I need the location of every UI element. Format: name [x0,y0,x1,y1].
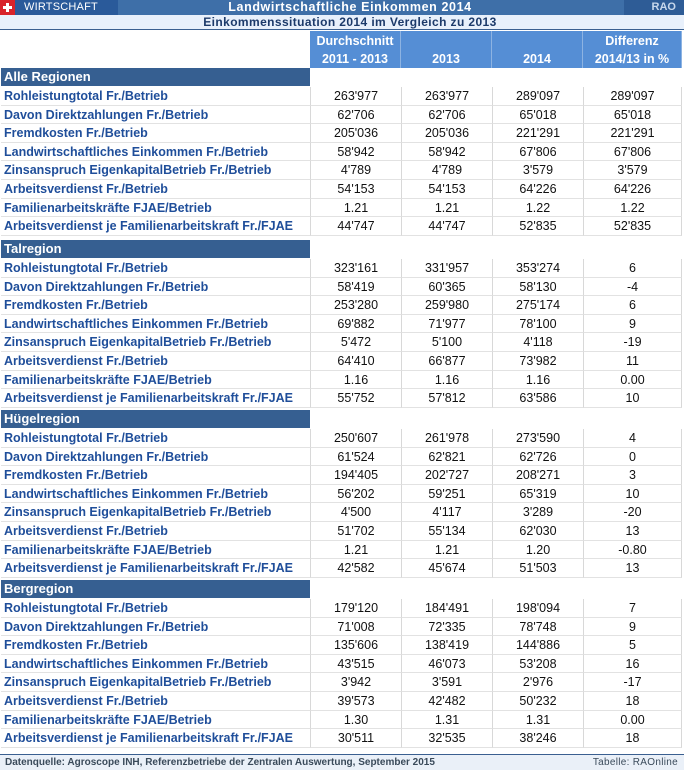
column-header-line2: 2014 [523,52,551,66]
row-label: Rohleistungtotal Fr./Betrieb [1,429,310,448]
row-label: Rohleistungtotal Fr./Betrieb [1,259,310,278]
table-cell: 6 [583,296,682,315]
page-subtitle: Einkommenssituation 2014 im Vergleich zu 2013 [203,15,497,29]
table-row [0,315,684,334]
table-cell: 205'036 [401,124,492,143]
table-row [0,87,684,106]
table-cell: 65'319 [492,485,583,504]
header-bar [0,0,684,15]
row-label: Arbeitsverdienst Fr./Betrieb [1,692,310,711]
table-cell: 9 [583,315,682,334]
table-cell: 1.16 [492,371,583,390]
table-cell: 52'835 [492,217,583,236]
row-label: Familienarbeitskräfte FJAE/Betrieb [1,711,310,730]
table-row [0,522,684,541]
row-label: Zinsanspruch EigenkapitalBetrieb Fr./Betrieb [1,333,310,352]
table-cell: 221'291 [492,124,583,143]
table-cell: 30'511 [310,729,401,748]
table-cell: 69'882 [310,315,401,334]
table-cell: 45'674 [401,559,492,578]
table-cell: 353'274 [492,259,583,278]
table-cell: 194'405 [310,466,401,485]
table-cell: 5'100 [401,333,492,352]
footer [0,754,684,770]
row-label: Arbeitsverdienst Fr./Betrieb [1,522,310,541]
table-cell: 253'280 [310,296,401,315]
table-row [0,559,684,578]
table-cell: 10 [583,485,682,504]
table-cell: 54'153 [401,180,492,199]
table-row [0,199,684,218]
table-cell: 43'515 [310,655,401,674]
table-cell: 64'410 [310,352,401,371]
column-header-difference [583,31,682,68]
table-cell: 0.00 [583,711,682,730]
table-cell: 323'161 [310,259,401,278]
table-row [0,278,684,297]
table-cell: 259'980 [401,296,492,315]
table-cell: 58'942 [310,143,401,162]
table-cell: 0 [583,448,682,467]
column-header-2013 [401,31,492,68]
table-cell: -19 [583,333,682,352]
row-label: Familienarbeitskräfte FJAE/Betrieb [1,199,310,218]
table-cell: 62'821 [401,448,492,467]
table-row [0,124,684,143]
table-cell: 63'586 [492,389,583,408]
row-label: Arbeitsverdienst Fr./Betrieb [1,180,310,199]
row-label: Zinsanspruch EigenkapitalBetrieb Fr./Betrieb [1,161,310,180]
table-cell: 11 [583,352,682,371]
table-cell: 289'097 [492,87,583,106]
table-cell: 1.16 [401,371,492,390]
section-header: Bergregion [1,580,310,598]
table-row [0,692,684,711]
table-cell: 65'018 [492,106,583,125]
table-cell: 208'271 [492,466,583,485]
row-label: Davon Direktzahlungen Fr./Betrieb [1,618,310,637]
column-header-line1: Durchschnitt [316,34,394,48]
table-cell: 58'130 [492,278,583,297]
table-cell: 4'118 [492,333,583,352]
table-cell: 198'094 [492,599,583,618]
table-cell: 1.21 [310,199,401,218]
row-label: Davon Direktzahlungen Fr./Betrieb [1,278,310,297]
table-cell: 64'226 [583,180,682,199]
table-cell: 138'419 [401,636,492,655]
row-label: Arbeitsverdienst je Familienarbeitskraft Fr./FJAE [1,559,310,578]
table-cell: 1.16 [310,371,401,390]
table-cell: 62'030 [492,522,583,541]
data-source: Datenquelle: Agroscope INH, Referenzbetriebe der Zentralen Auswertung, September 2015 [5,757,435,768]
table-cell: 3'591 [401,673,492,692]
table-credit: Tabelle: RAOnline [592,757,678,768]
table-row [0,729,684,748]
row-label: Fremdkosten Fr./Betrieb [1,636,310,655]
section-header: Hügelregion [1,410,310,428]
row-label: Davon Direktzahlungen Fr./Betrieb [1,106,310,125]
column-header-line2: 2014/13 in % [594,52,670,66]
table-cell: 62'726 [492,448,583,467]
table-row [0,673,684,692]
table-row [0,180,684,199]
table-cell: 10 [583,389,682,408]
table-cell: 7 [583,599,682,618]
table-cell: 32'535 [401,729,492,748]
table-cell: 56'202 [310,485,401,504]
page-title: Landwirtschaftliche Einkommen 2014 [228,0,472,14]
swiss-flag-icon [0,0,15,15]
table-cell: 202'727 [401,466,492,485]
table-cell: 205'036 [310,124,401,143]
table-cell: -17 [583,673,682,692]
table-cell: -0.80 [583,541,682,560]
table-cell: 67'806 [492,143,583,162]
table-cell: 73'982 [492,352,583,371]
table-cell: 4'789 [310,161,401,180]
table-cell: 44'747 [310,217,401,236]
row-label: Fremdkosten Fr./Betrieb [1,124,310,143]
table-row [0,618,684,637]
table-cell: 1.31 [401,711,492,730]
table-cell: 62'706 [310,106,401,125]
table-cell: 16 [583,655,682,674]
table-cell: 1.21 [401,199,492,218]
table-cell: 261'978 [401,429,492,448]
brand-label[interactable]: WIRTSCHAFT [15,0,118,15]
table-cell: 221'291 [583,124,682,143]
table-cell: 331'957 [401,259,492,278]
table-cell: 1.22 [492,199,583,218]
table-cell: 46'073 [401,655,492,674]
rao-badge[interactable]: RAO [624,0,684,15]
table-cell: -4 [583,278,682,297]
table-cell: 39'573 [310,692,401,711]
table-cell: 51'702 [310,522,401,541]
table-cell: 72'335 [401,618,492,637]
subtitle-bar [0,15,684,30]
table-cell: 44'747 [401,217,492,236]
table-cell: 61'524 [310,448,401,467]
table-cell: 273'590 [492,429,583,448]
table-row [0,371,684,390]
table-cell: 60'365 [401,278,492,297]
table-row [0,466,684,485]
table-row [0,503,684,522]
table-row [0,352,684,371]
table-cell: 4'789 [401,161,492,180]
table-row [0,161,684,180]
row-label: Fremdkosten Fr./Betrieb [1,296,310,315]
table-cell: 58'942 [401,143,492,162]
row-label: Landwirtschaftliches Einkommen Fr./Betrieb [1,143,310,162]
table-cell: 52'835 [583,217,682,236]
table-row [0,217,684,236]
table-cell: 179'120 [310,599,401,618]
column-header-2014 [492,31,583,68]
table-cell: 0.00 [583,371,682,390]
table-cell: 3'579 [492,161,583,180]
table-cell: 3'942 [310,673,401,692]
column-header-line1: Differenz [605,34,659,48]
table-row [0,429,684,448]
table-cell: 3'289 [492,503,583,522]
table-cell: 59'251 [401,485,492,504]
table-cell: 5'472 [310,333,401,352]
table-cell: 3'579 [583,161,682,180]
table-cell: 64'226 [492,180,583,199]
table-cell: 144'886 [492,636,583,655]
row-label: Arbeitsverdienst je Familienarbeitskraft Fr./FJAE [1,389,310,408]
table-cell: 53'208 [492,655,583,674]
table-cell: 38'246 [492,729,583,748]
table-cell: 57'812 [401,389,492,408]
column-header-line2: 2011 - 2013 [321,52,389,66]
table-cell: 67'806 [583,143,682,162]
row-label: Zinsanspruch EigenkapitalBetrieb Fr./Betrieb [1,503,310,522]
table-cell: 18 [583,692,682,711]
table-row [0,711,684,730]
table-cell: 78'100 [492,315,583,334]
row-label: Landwirtschaftliches Einkommen Fr./Betrieb [1,315,310,334]
row-label: Landwirtschaftliches Einkommen Fr./Betrieb [1,485,310,504]
section-header: Alle Regionen [1,68,310,86]
table-cell: 1.22 [583,199,682,218]
table-cell: 42'582 [310,559,401,578]
table-cell: -20 [583,503,682,522]
table-row [0,143,684,162]
row-label: Arbeitsverdienst je Familienarbeitskraft Fr./FJAE [1,217,310,236]
row-label: Familienarbeitskräfte FJAE/Betrieb [1,371,310,390]
table-row [0,655,684,674]
table-cell: 54'153 [310,180,401,199]
table-cell: 42'482 [401,692,492,711]
table-row [0,448,684,467]
table-cell: 51'503 [492,559,583,578]
row-label: Rohleistungtotal Fr./Betrieb [1,87,310,106]
row-label: Davon Direktzahlungen Fr./Betrieb [1,448,310,467]
row-label: Arbeitsverdienst Fr./Betrieb [1,352,310,371]
row-label: Arbeitsverdienst je Familienarbeitskraft Fr./FJAE [1,729,310,748]
table-row [0,296,684,315]
column-header-average [310,31,401,68]
table-cell: 275'174 [492,296,583,315]
table-cell: 13 [583,522,682,541]
table-cell: 263'977 [310,87,401,106]
table-cell: 58'419 [310,278,401,297]
row-label: Landwirtschaftliches Einkommen Fr./Betrieb [1,655,310,674]
table-row [0,106,684,125]
table-cell: 18 [583,729,682,748]
table-cell: 1.21 [310,541,401,560]
table-cell: 3 [583,466,682,485]
table-cell: 4'117 [401,503,492,522]
table-cell: 4 [583,429,682,448]
table-row [0,541,684,560]
table-cell: 1.20 [492,541,583,560]
table-cell: 1.21 [401,541,492,560]
table-cell: 6 [583,259,682,278]
row-label: Familienarbeitskräfte FJAE/Betrieb [1,541,310,560]
table-row [0,389,684,408]
column-header-line2: 2013 [432,52,460,66]
table-cell: 13 [583,559,682,578]
section-header: Talregion [1,240,310,258]
table-cell: 78'748 [492,618,583,637]
table-row [0,599,684,618]
table-cell: 55'752 [310,389,401,408]
table-cell: 250'607 [310,429,401,448]
table-row [0,259,684,278]
table-cell: 9 [583,618,682,637]
row-label: Rohleistungtotal Fr./Betrieb [1,599,310,618]
table-cell: 1.31 [492,711,583,730]
table-cell: 50'232 [492,692,583,711]
table-row [0,485,684,504]
table-cell: 4'500 [310,503,401,522]
table-cell: 65'018 [583,106,682,125]
table-cell: 1.30 [310,711,401,730]
table-row [0,636,684,655]
table-cell: 71'977 [401,315,492,334]
table-row [0,333,684,352]
table-cell: 5 [583,636,682,655]
row-label: Fremdkosten Fr./Betrieb [1,466,310,485]
table-cell: 62'706 [401,106,492,125]
table-cell: 289'097 [583,87,682,106]
table-cell: 263'977 [401,87,492,106]
row-label: Zinsanspruch EigenkapitalBetrieb Fr./Betrieb [1,673,310,692]
table-cell: 66'877 [401,352,492,371]
table-cell: 184'491 [401,599,492,618]
table-cell: 55'134 [401,522,492,541]
table-cell: 71'008 [310,618,401,637]
table-cell: 2'976 [492,673,583,692]
table-cell: 135'606 [310,636,401,655]
